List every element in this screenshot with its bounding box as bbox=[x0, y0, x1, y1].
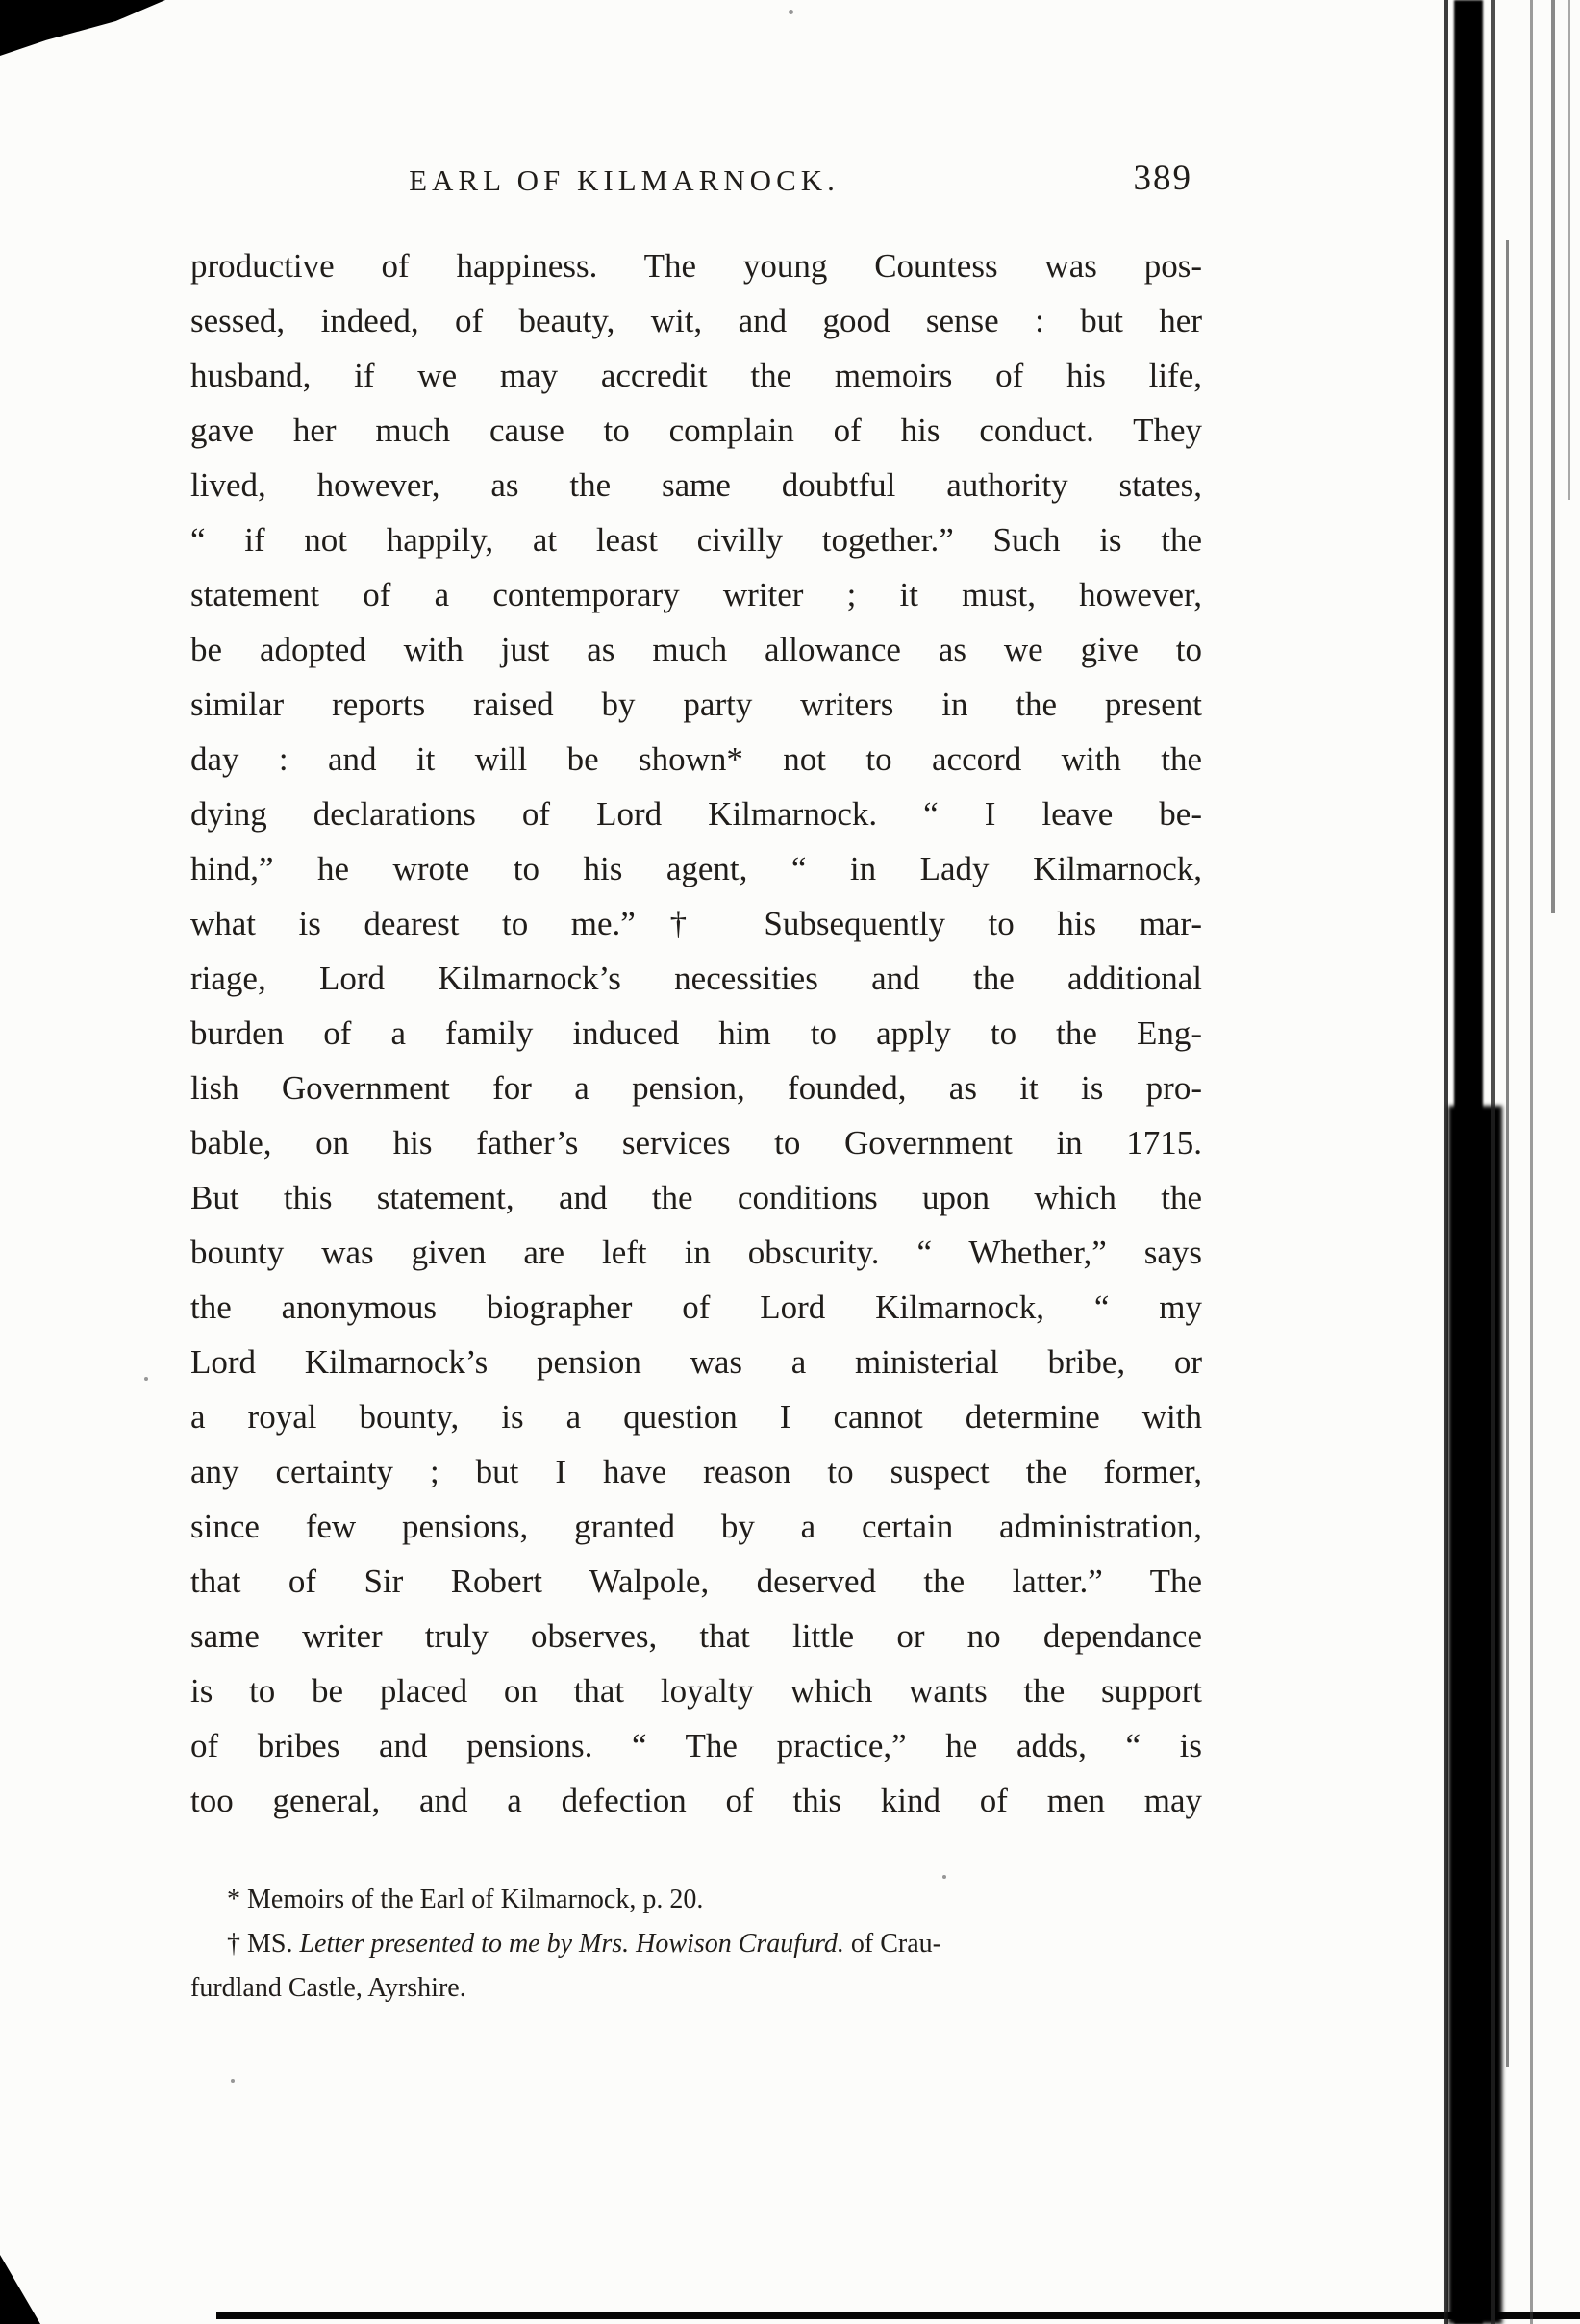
scan-artifact-gutter-line-6 bbox=[1568, 0, 1570, 500]
text-line: day : and it will be shown* not to accord with the bbox=[190, 740, 1202, 778]
text-line: that of Sir Robert Walpole, deserved the latter.” The bbox=[190, 1562, 1202, 1600]
text-line: But this statement, and the conditions upon which the bbox=[190, 1179, 1202, 1216]
text-line: sessed, indeed, of beauty, wit, and good sense : but her bbox=[190, 302, 1202, 339]
text-line: the anonymous biographer of Lord Kilmarnock, “ my bbox=[190, 1288, 1202, 1326]
footnote-2-continuation: furdland Castle, Ayrshire. bbox=[190, 1973, 466, 2003]
text-line: be adopted with just as much allowance as we give to bbox=[190, 631, 1202, 668]
body-text bbox=[190, 238, 1202, 1828]
text-line: bounty was given are left in obscurity. “ Whether,” says bbox=[190, 1234, 1202, 1271]
footnotes bbox=[190, 1878, 1202, 2011]
text-line: dying declarations of Lord Kilmarnock. “ I leave be- bbox=[190, 795, 1202, 833]
scan-artifact-gutter-line-3 bbox=[1506, 240, 1509, 2067]
footnote-1: * Memoirs of the Earl of Kilmarnock, p. 20. bbox=[227, 1885, 704, 1914]
scan-artifact-bottom-left-corner bbox=[0, 2255, 40, 2324]
text-line: bable, on his father’s services to Government in 1715. bbox=[190, 1124, 1202, 1162]
text-line: is to be placed on that loyalty which wants the support bbox=[190, 1672, 1202, 1710]
scan-artifact-gutter-line-2 bbox=[1491, 0, 1495, 2324]
scan-artifact-gutter-line-5 bbox=[1551, 0, 1555, 913]
text-line: statement of a contemporary writer ; it must, however, bbox=[190, 576, 1202, 613]
scan-speck bbox=[231, 2079, 235, 2083]
text-line: since few pensions, granted by a certain administration, bbox=[190, 1508, 1202, 1545]
scan-artifact-gutter-band-core bbox=[1454, 0, 1483, 2324]
footnote-2 bbox=[190, 1922, 1202, 1966]
scan-artifact-top-left-corner bbox=[0, 0, 165, 56]
text-block bbox=[190, 159, 1202, 2011]
text-line: husband, if we may accredit the memoirs of his life, bbox=[190, 357, 1202, 394]
text-line: gave her much cause to complain of his conduct. They bbox=[190, 412, 1202, 449]
running-title: EARL OF KILMARNOCK. bbox=[409, 163, 840, 197]
scan-artifact-gutter-line-1 bbox=[1444, 0, 1448, 2324]
scan-artifact-bottom-edge-line bbox=[216, 2312, 1580, 2319]
text-line: Lord Kilmarnock’s pension was a ministerial bribe, or bbox=[190, 1343, 1202, 1381]
page-header bbox=[190, 159, 1202, 212]
text-line: too general, and a defection of this kind of men may bbox=[190, 1782, 1202, 1819]
text-line: lived, however, as the same doubtful authority states, bbox=[190, 466, 1202, 504]
footnote-2-citation: Letter presented to me by Mrs. Howison Craufurd. bbox=[299, 1929, 844, 1959]
page-number: 389 bbox=[1133, 159, 1192, 198]
footnote-2-marker: † MS. bbox=[227, 1929, 300, 1959]
text-line: any certainty ; but I have reason to suspect the former, bbox=[190, 1453, 1202, 1490]
text-line: productive of happiness. The young Countess was pos- bbox=[190, 247, 1202, 285]
text-line: a royal bounty, is a question I cannot determine with bbox=[190, 1398, 1202, 1436]
text-line: burden of a family induced him to apply to the Eng- bbox=[190, 1014, 1202, 1052]
scan-artifact-gutter-band-lower bbox=[1448, 1106, 1502, 2324]
text-line: riage, Lord Kilmarnock’s necessities and the additional bbox=[190, 960, 1202, 997]
text-line: of bribes and pensions. “ The practice,” he adds, “ is bbox=[190, 1727, 1202, 1764]
scan-artifact-gutter-line-4 bbox=[1530, 0, 1533, 2324]
text-line: lish Government for a pension, founded, as it is pro- bbox=[190, 1069, 1202, 1107]
text-line: same writer truly observes, that little or no dependance bbox=[190, 1617, 1202, 1655]
text-line: “ if not happily, at least civilly together.” Such is the bbox=[190, 521, 1202, 559]
scan-speck bbox=[789, 10, 793, 14]
text-line: what is dearest to me.”† Subsequently to his mar- bbox=[190, 905, 1202, 942]
text-line: similar reports raised by party writers in the present bbox=[190, 686, 1202, 723]
text-line: hind,” he wrote to his agent, “ in Lady Kilmarnock, bbox=[190, 850, 1202, 887]
footnote-2-tail: of Crau- bbox=[843, 1929, 941, 1959]
scan-speck bbox=[144, 1377, 148, 1381]
